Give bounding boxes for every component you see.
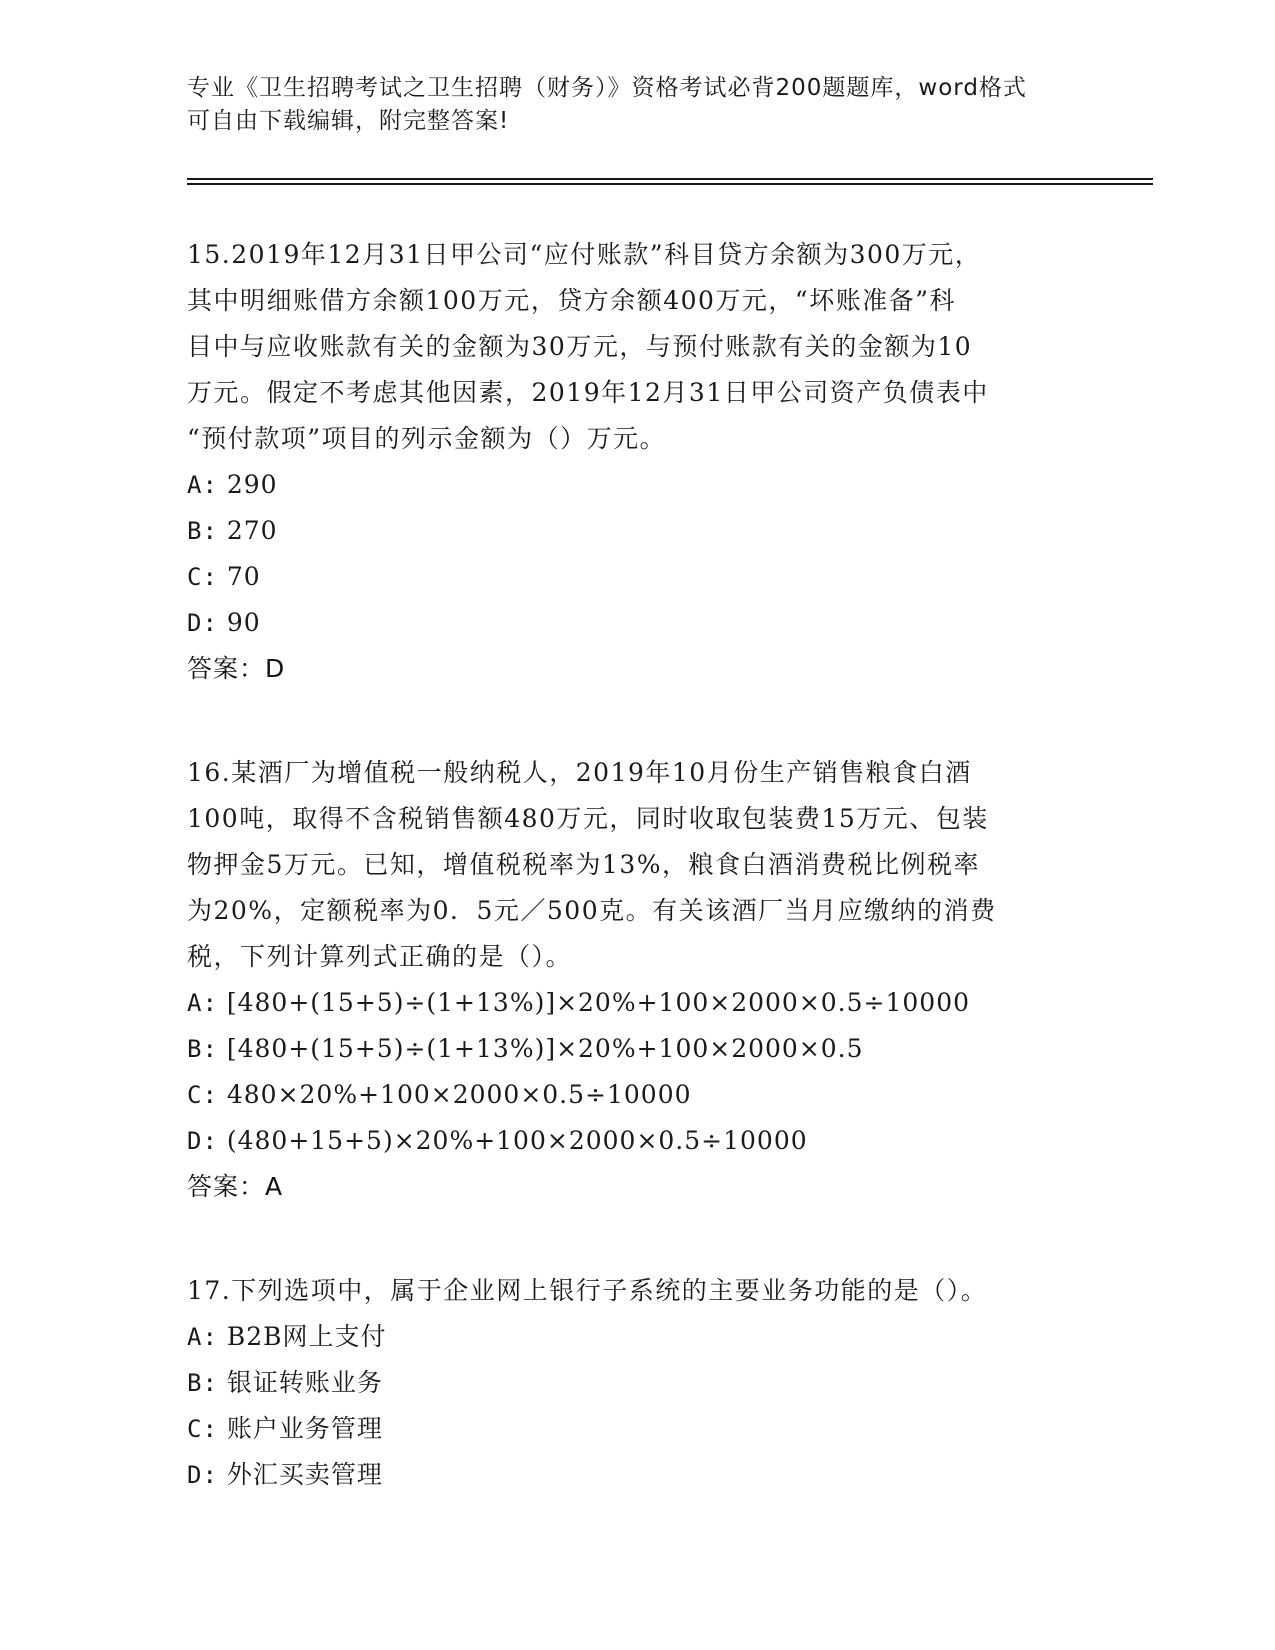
question-line: 万元。假定不考虑其他因素，2019年12月31日甲公司资产负债表中 [187,378,989,407]
question-15 [187,232,1087,692]
question-line: “预付款项”项目的列示金额为（）万元。 [187,424,667,453]
option-letter: B: [187,1369,218,1397]
header-divider-bottom [187,183,1153,185]
question-spacer [187,1210,1087,1268]
question-17 [187,1268,1087,1498]
option-d [187,600,1087,646]
option-a [187,462,1087,508]
option-text: [480+(15+5)÷(1+13%)]×20%+100×2000×0.5÷10000 [226,988,971,1017]
option-letter: A: [187,989,218,1017]
option-text: 外汇买卖管理 [226,1460,383,1489]
option-letter: B: [187,1035,218,1063]
answer-label: 答案：D [187,654,286,683]
header-divider-top [187,178,1153,180]
option-c [187,554,1087,600]
option-letter: C: [187,1415,218,1443]
question-line: 其中明细账借方余额100万元，贷方余额400万元，“坏账准备”科 [187,286,956,315]
option-letter: C: [187,563,218,591]
question-list [187,232,1087,1498]
question-spacer [187,692,1087,750]
question-16 [187,750,1087,1210]
option-text: 480×20%+100×2000×0.5÷10000 [226,1080,692,1109]
header-line-1: 专业《卫生招聘考试之卫生招聘（财务）》资格考试必背200题题库，word格式 [187,75,1027,101]
option-c [187,1406,1087,1452]
option-letter: D: [187,609,218,637]
option-letter: D: [187,1461,218,1489]
option-letter: B: [187,517,218,545]
question-line: 目中与应收账款有关的金额为30万元，与预付账款有关的金额为10 [187,332,973,361]
option-letter: C: [187,1081,218,1109]
option-c [187,1072,1087,1118]
question-line: 为20%，定额税率为0．5元／500克。有关该酒厂当月应缴纳的消费 [187,896,997,925]
question-line: 17.下列选项中，属于企业网上银行子系统的主要业务功能的是（）。 [187,1276,988,1305]
option-text: 90 [226,608,261,637]
option-a [187,1314,1087,1360]
option-letter: A: [187,471,218,499]
header-line-2: 可自由下载编辑，附完整答案! [187,108,510,134]
option-text: 290 [226,470,278,499]
option-b [187,508,1087,554]
option-letter: A: [187,1323,218,1351]
question-line: 16.某酒厂为增值税一般纳税人，2019年10月份生产销售粮食白酒 [187,758,972,787]
question-text [187,750,1087,980]
option-text: 70 [226,562,261,591]
option-text: 银证转账业务 [226,1368,383,1397]
question-line: 15.2019年12月31日甲公司“应付账款”科目贷方余额为300万元， [187,240,982,269]
option-text: 账户业务管理 [226,1414,383,1443]
option-text: (480+15+5)×20%+100×2000×0.5÷10000 [226,1126,808,1155]
option-text: 270 [226,516,278,545]
option-letter: D: [187,1127,218,1155]
question-text [187,232,1087,462]
option-d [187,1452,1087,1498]
document-header [187,72,1087,138]
option-text: B2B网上支付 [226,1322,387,1351]
option-b [187,1360,1087,1406]
question-text [187,1268,1087,1314]
option-a [187,980,1087,1026]
option-d [187,1118,1087,1164]
question-line: 100吨，取得不含税销售额480万元，同时收取包装费15万元、包装 [187,804,989,833]
question-line: 物押金5万元。已知，增值税税率为13%，粮食白酒消费税比例税率 [187,850,980,879]
answer-label: 答案：A [187,1172,284,1201]
question-line: 税，下列计算列式正确的是（）。 [187,942,573,971]
option-text: [480+(15+5)÷(1+13%)]×20%+100×2000×0.5 [226,1034,864,1063]
option-b [187,1026,1087,1072]
